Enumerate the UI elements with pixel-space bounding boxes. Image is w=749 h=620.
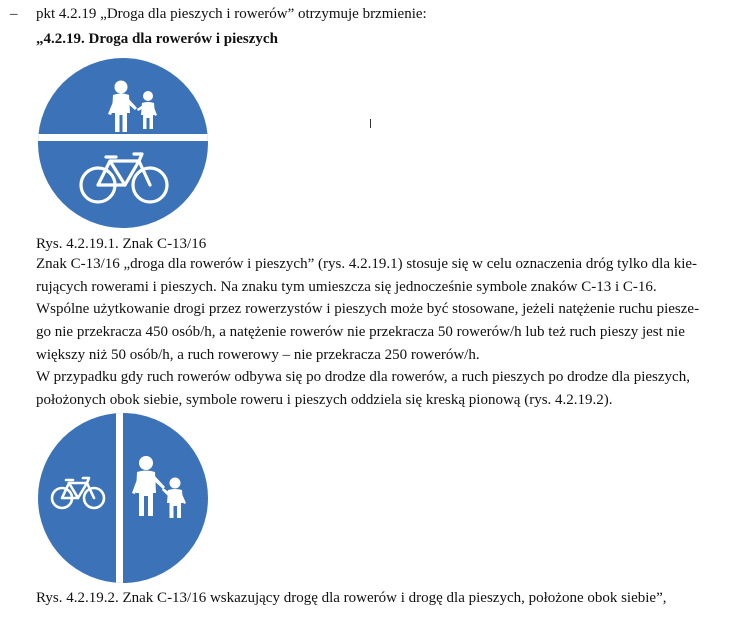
section-title: „4.2.19. Droga dla rowerów i pieszych (36, 31, 278, 47)
paragraph-line: rujących rowerami i pieszych. Na znaku tym umieszcza się jednocześnie symbole znaków C-13 i C-16. (36, 279, 657, 295)
paragraph-line: Znak C-13/16 „droga dla rowerów i pieszych” (rys. 4.2.19.1) stosuje się w celu oznaczenia dróg tylko dla kie- (36, 256, 698, 272)
sign-c13-16-vertical (38, 413, 208, 583)
intro-text: pkt 4.2.19 „Droga dla pieszych i rowerów” otrzymuje brzmienie: (36, 6, 427, 22)
list-dash: – (10, 6, 18, 22)
figure2-caption: Rys. 4.2.19.2. Znak C-13/16 wskazujący drogę dla rowerów i drogę dla pieszych, położone obok siebie”, (36, 590, 667, 606)
paragraph-line: W przypadku gdy ruch rowerów odbywa się po drodze dla rowerów, a ruch pieszych po drodze dla pieszych, (36, 369, 690, 385)
text-cursor (370, 119, 371, 128)
paragraph-line: Wspólne użytkowanie drogi przez rowerzystów i pieszych może być stosowane, jeżeli natężenie ruchu piesze- (36, 301, 700, 317)
figure1-caption: Rys. 4.2.19.1. Znak C-13/16 (36, 236, 207, 252)
paragraph-2 (36, 298, 736, 367)
paragraph-3 (36, 366, 736, 412)
sign-c13-16-horizontal (38, 58, 208, 228)
paragraph-line: go nie przekracza 450 osób/h, a natężenie rowerów nie przekracza 50 rowerów/h lub też ruch pieszy jest nie (36, 324, 685, 340)
paragraph-1 (36, 253, 736, 299)
paragraph-line: położonych obok siebie, symbole roweru i pieszych oddziela się kreską pionową (rys. 4.2.19.2). (36, 392, 613, 408)
paragraph-line: większy niż 50 osób/h, a ruch rowerowy – nie przekracza 250 rowerów/h. (36, 347, 480, 363)
